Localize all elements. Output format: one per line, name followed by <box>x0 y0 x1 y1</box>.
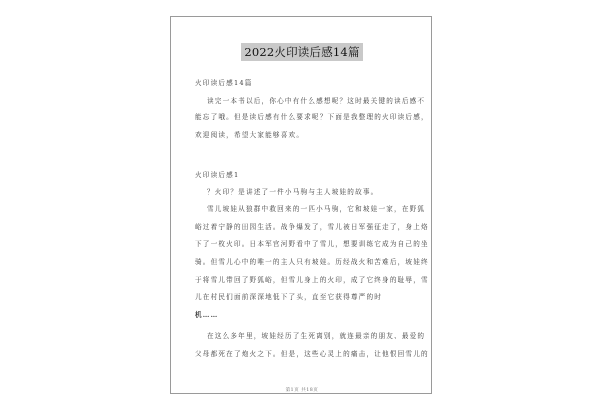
paragraph-line: 骑。但雪儿心中的唯一的主人只有坡娃。历经战火和苦难后，坡娃终 <box>195 258 429 266</box>
paragraph-line: 于将雪儿带回了野狐峪，但雪儿身上的火印，成了它终身的耻辱，雪 <box>195 276 429 284</box>
paragraph-line: ？火印？是讲述了一件小马驹与主人坡娃的故事。 <box>207 188 379 196</box>
page-footer: 第1页 共18页 <box>285 388 319 393</box>
paragraph-line: 能忘了哦。但是读后感有什么要求呢？下面是我整理的火印读后感， <box>195 113 429 121</box>
paragraph-line: 欢迎阅读，希望大家能够喜欢。 <box>195 131 305 139</box>
paragraph-line: 机…… <box>195 311 219 319</box>
page-title-text: 2022火印读后感14篇 <box>241 43 362 61</box>
section-heading: 火印读后感1 <box>195 171 240 179</box>
paragraph-line: 下了一枚火印。日本军官河野看中了雪儿，想要训练它成为自己的坐 <box>195 240 429 248</box>
paragraph-line: 峪过着宁静的田园生活。战争爆发了，雪儿被日军强征走了，身上烙 <box>195 223 429 231</box>
paragraph-line: 儿在村民们面前深深地低下了头，直至它获得尊严的时 <box>195 293 383 301</box>
page-title <box>171 41 433 61</box>
paragraph-line: 在这么多年里，坡娃经历了生死离别，就连最亲的朋友、最爱的 <box>207 332 426 340</box>
paragraph-line: 读完一本书以后，你心中有什么感想呢？这时最关键的读后感不 <box>207 97 426 105</box>
paragraph-line: 雪儿坡娃从狼群中救回来的一匹小马驹，它和坡娃一家，在野狐 <box>207 205 426 213</box>
document-page <box>170 16 432 394</box>
paragraph-line: 父母都死在了炮火之下。但是，这些心灵上的痛击，让他恨回雪儿的 <box>195 350 429 358</box>
section-heading: 火印读后感14篇 <box>195 79 253 87</box>
